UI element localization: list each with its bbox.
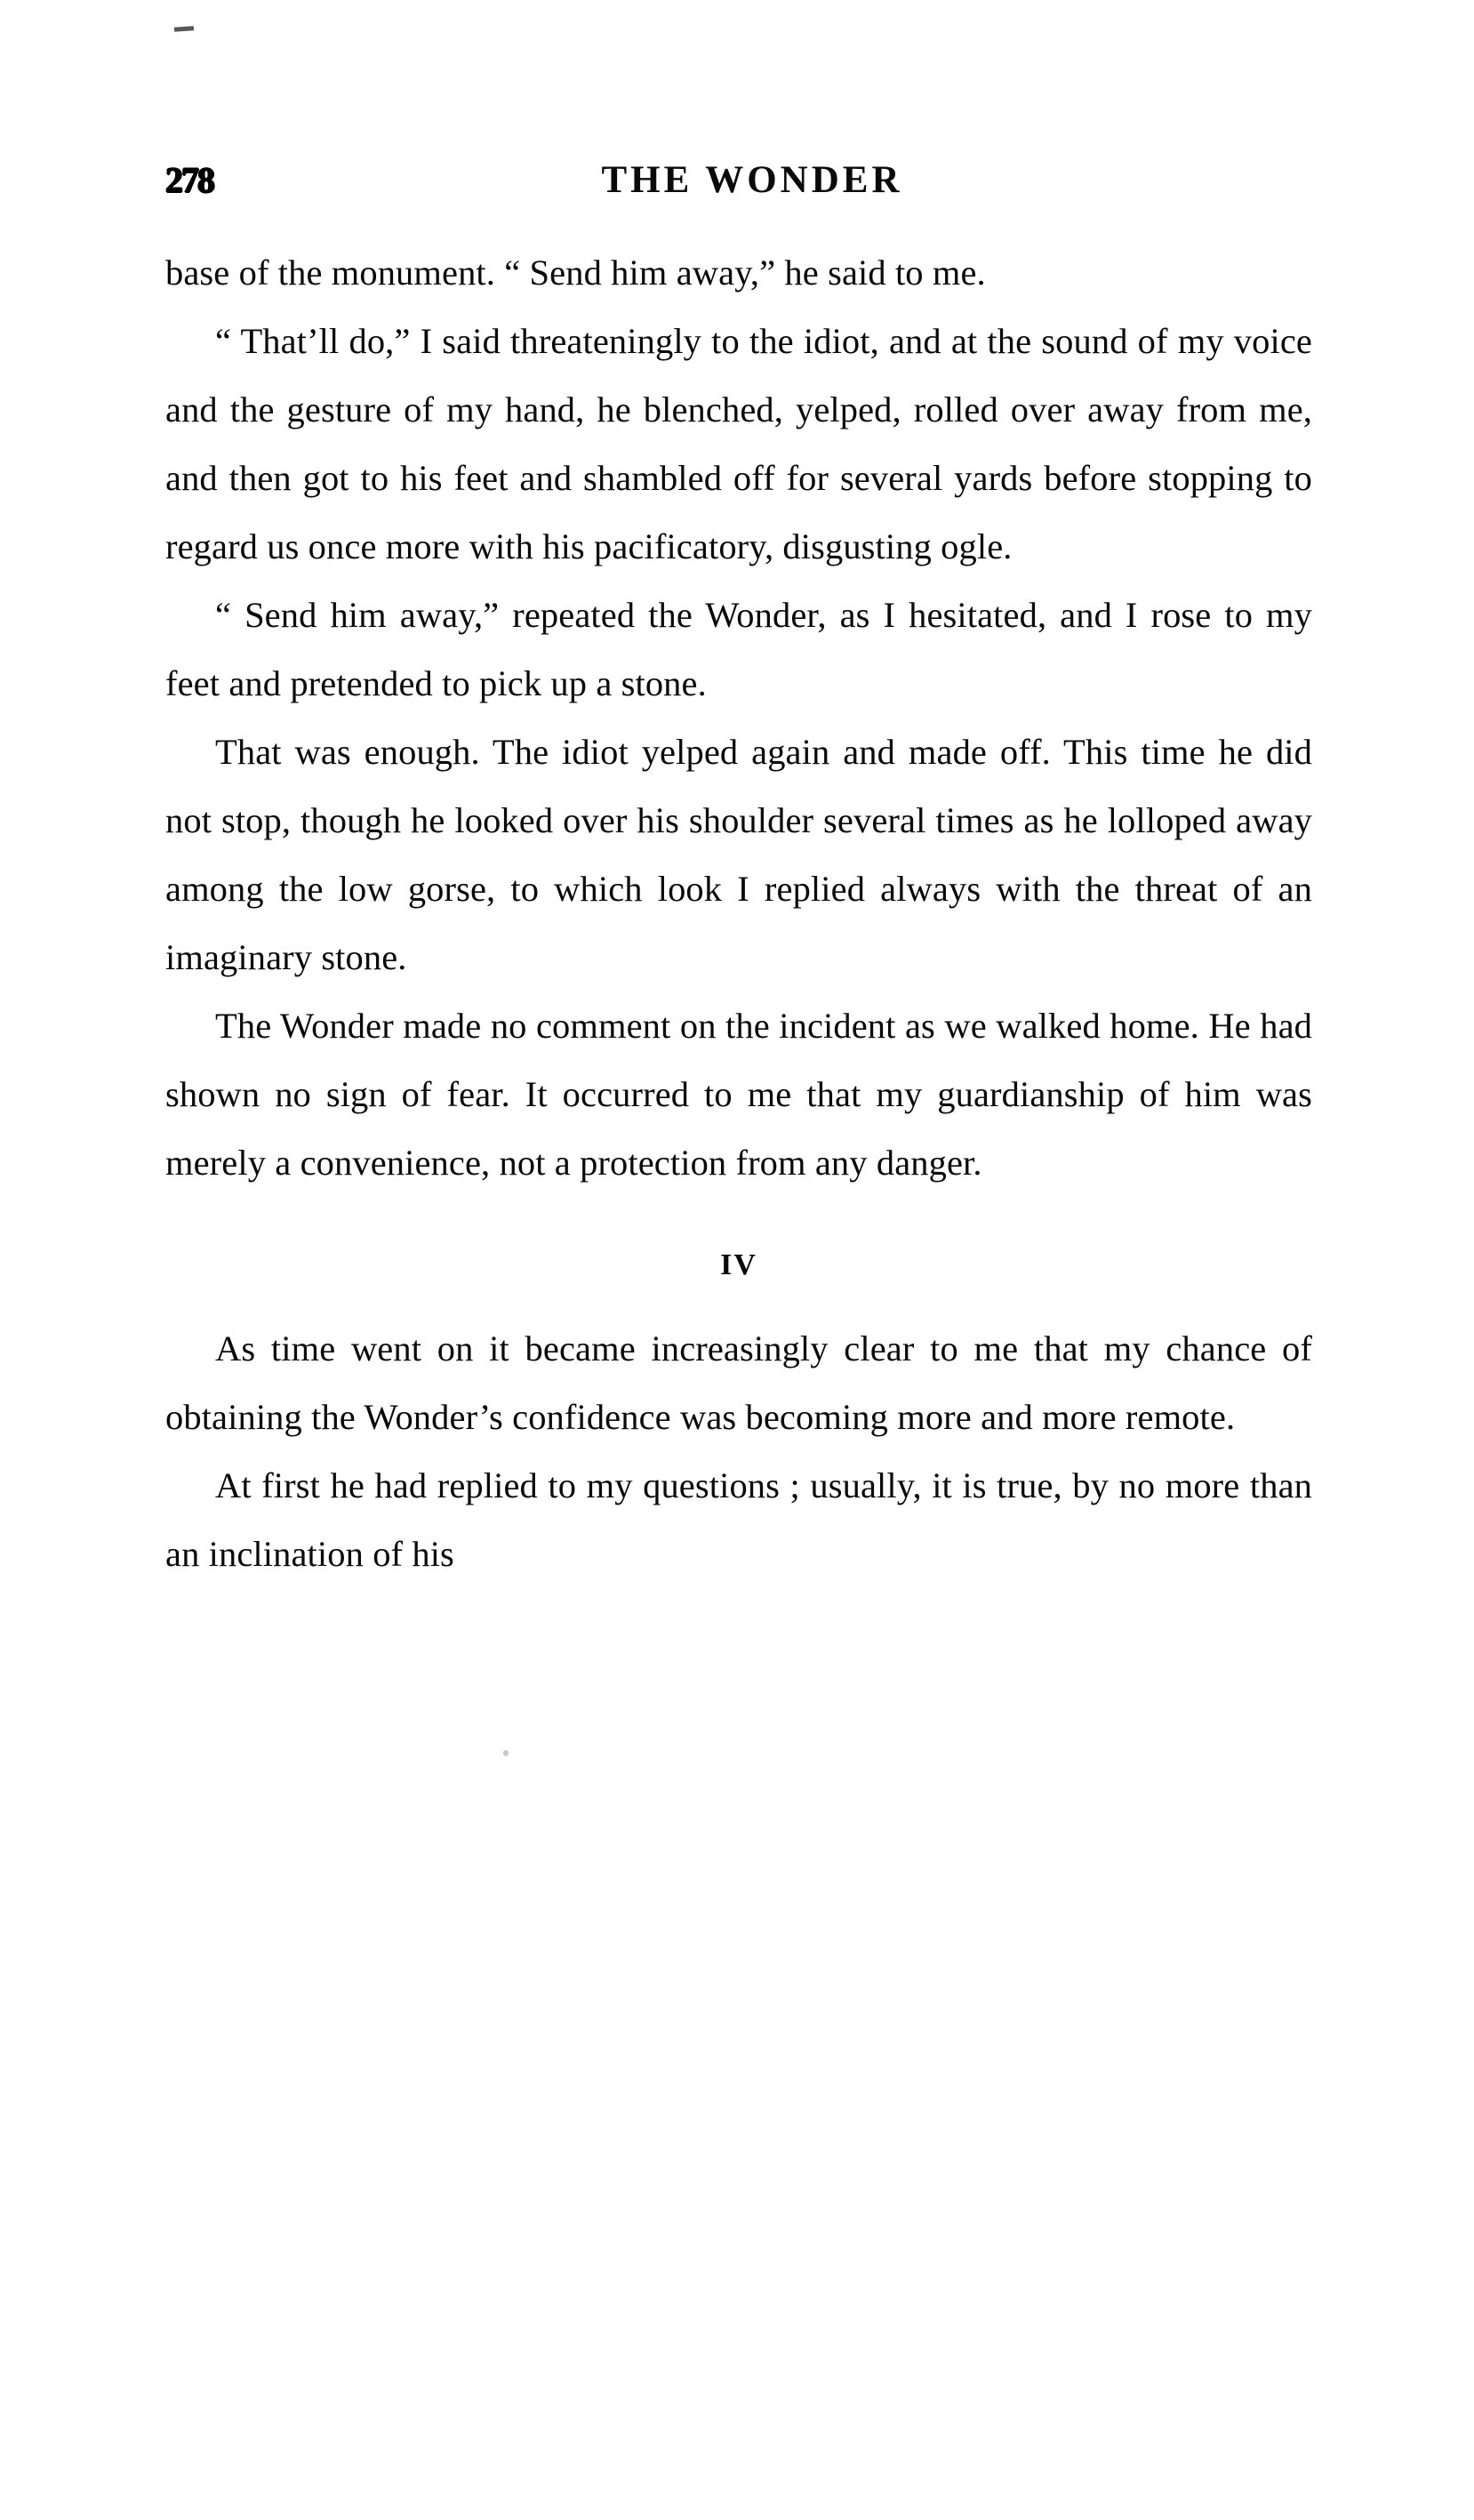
paragraph-as-time-went-on: As time went on it became increasingly clear to me that my chance of obtaining the Wonder’s confidence was becoming more and more remote. — [165, 1328, 1312, 1437]
paragraph-no-comment: The Wonder made no comment on the incident as we walked home. He had shown no sign of fear. It occurred to me that my guardianship of him was merely a convenience, not a protection from any danger. — [165, 1006, 1312, 1183]
paragraph-thatll-do: “ That’ll do,” I said threateningly to the idiot, and at the sound of my voice and the gesture of my hand, he blenched, yelped, rolled over away from me, and then got to his feet and shambled off for several yards before stopping to regard us once more with his pacificatory, disgusting ogle. — [165, 321, 1312, 566]
section-number: IV — [720, 1248, 757, 1281]
running-head-title: THE WONDER — [601, 159, 903, 201]
page-content — [165, 158, 1312, 1588]
paragraph-that-was-enough: That was enough. The idiot yelped again and made off. This time he did not stop, though he looked over his shoulder several times as he lolloped away among the low gorse, to which look I replied always with the threat of an imaginary stone. — [165, 732, 1312, 977]
paragraph-send-him-away: “ Send him away,” repeated the Wonder, as I hesitated, and I rose to my feet and pretended to pick up a stone. — [165, 595, 1312, 703]
paragraph-continued: base of the monument. “ Send him away,” he said to me. — [165, 253, 986, 293]
scan-artifact-mark — [174, 26, 194, 32]
scan-speck — [503, 1750, 509, 1756]
page-number: 278 — [165, 160, 213, 200]
running-head — [165, 158, 1312, 208]
paragraph-at-first: At first he had replied to my questions ; usually, it is true, by no more than an inclination of his — [165, 1465, 1312, 1574]
